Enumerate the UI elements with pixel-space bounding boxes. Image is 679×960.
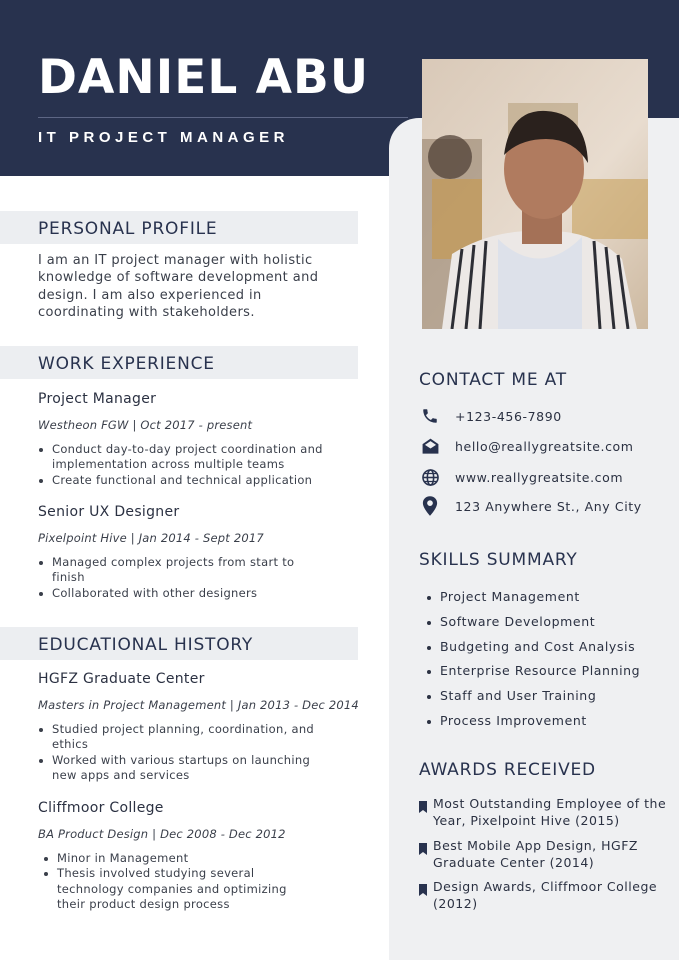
list-item: Conduct day-to-day project coordination and implementation across multiple teams [38, 442, 338, 473]
awards-heading: AWARDS RECEIVED [419, 760, 596, 780]
job-meta: Westheon FGW | Oct 2017 - present [38, 418, 253, 432]
candidate-title: IT PROJECT MANAGER [38, 129, 290, 146]
email-icon [419, 435, 441, 457]
contact-text: www.reallygreatsite.com [455, 469, 624, 485]
contact-text: +123-456-7890 [455, 408, 562, 424]
list-item: Staff and User Training [426, 684, 640, 709]
location-pin-icon [419, 495, 441, 517]
contact-website[interactable] [419, 466, 623, 488]
bookmark-icon [419, 795, 433, 829]
profile-photo [422, 59, 648, 329]
list-item: Worked with various startups on launching new apps and services [38, 753, 328, 784]
list-item: Managed complex projects from start to finish [38, 555, 313, 586]
skills-heading: SKILLS SUMMARY [419, 550, 578, 570]
list-item: Thesis involved studying several technology companies and optimizing their product design process [43, 866, 308, 912]
phone-icon [419, 405, 441, 427]
school-bullets [43, 851, 308, 912]
list-item: Create functional and technical application [38, 473, 338, 488]
school-meta: Masters in Project Management | Jan 2013 - Dec 2014 [38, 698, 359, 712]
globe-icon [419, 466, 441, 488]
contact-text: 123 Anywhere St., Any City [455, 498, 642, 514]
contact-address[interactable] [419, 495, 642, 517]
list-item: Software Development [426, 610, 640, 635]
award-item [419, 795, 669, 829]
candidate-name: DANIEL ABU [38, 50, 369, 105]
list-item: Minor in Management [43, 851, 308, 866]
school-bullets [38, 722, 328, 783]
school-name: Cliffmoor College [38, 800, 164, 816]
contact-email[interactable] [419, 435, 634, 457]
profile-heading: PERSONAL PROFILE [38, 219, 218, 239]
school-name: HGFZ Graduate Center [38, 671, 205, 687]
job-role: Project Manager [38, 391, 157, 407]
contact-text: hello@reallygreatsite.com [455, 438, 634, 454]
header-divider [38, 117, 408, 118]
award-item [419, 878, 669, 912]
list-item: Collaborated with other designers [38, 586, 313, 601]
list-item: Budgeting and Cost Analysis [426, 635, 640, 660]
job-bullets [38, 555, 313, 601]
contact-phone[interactable] [419, 405, 562, 427]
skills-list [426, 585, 640, 734]
education-heading: EDUCATIONAL HISTORY [38, 635, 254, 655]
award-item [419, 837, 669, 871]
bookmark-icon [419, 878, 433, 912]
list-item: Studied project planning, coordination, and ethics [38, 722, 328, 753]
list-item: Enterprise Resource Planning [426, 659, 640, 684]
award-text: Best Mobile App Design, HGFZ Graduate Center (2014) [433, 838, 638, 870]
contact-heading: CONTACT ME AT [419, 370, 567, 390]
job-role: Senior UX Designer [38, 504, 180, 520]
job-bullets [38, 442, 338, 488]
list-item: Process Improvement [426, 709, 640, 734]
award-text: Most Outstanding Employee of the Year, Pixelpoint Hive (2015) [433, 796, 667, 828]
work-heading: WORK EXPERIENCE [38, 354, 215, 374]
award-text: Design Awards, Cliffmoor College (2012) [433, 879, 658, 911]
profile-text: I am an IT project manager with holistic knowledge of software development and design. I am also experienced in coordinating with stakeholders. [38, 253, 319, 320]
school-meta: BA Product Design | Dec 2008 - Dec 2012 [38, 827, 286, 841]
job-meta: Pixelpoint Hive | Jan 2014 - Sept 2017 [38, 531, 264, 545]
list-item: Project Management [426, 585, 640, 610]
bookmark-icon [419, 837, 433, 871]
